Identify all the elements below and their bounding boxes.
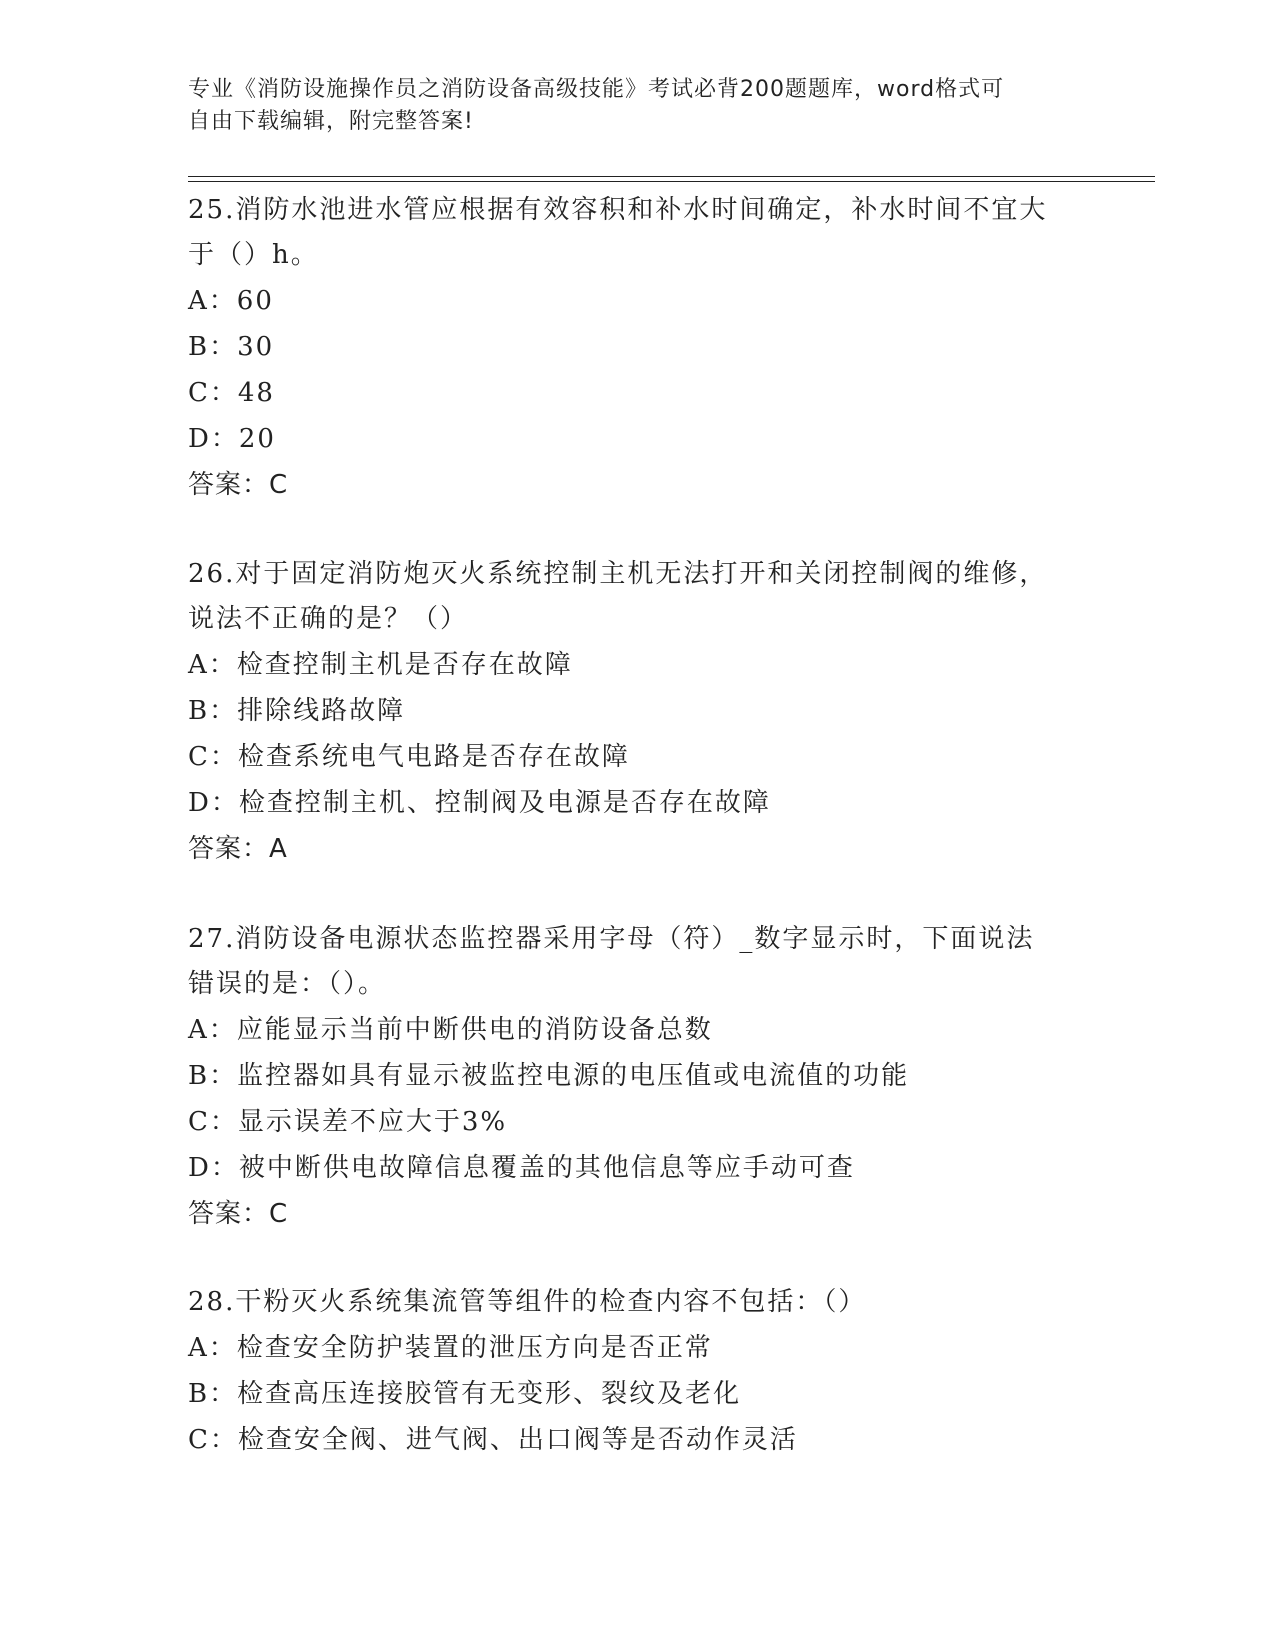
question-stem-line-1: 28.干粉灭火系统集流管等组件的检查内容不包括：（）	[188, 1287, 867, 1317]
question-stem-line-1: 26.对于固定消防炮灭火系统控制主机无法打开和关闭控制阀的维修，	[188, 559, 1048, 589]
answer: 答案：C	[188, 470, 289, 500]
question-stem-line-2: 错误的是：（）。	[188, 969, 387, 999]
question-stem-line-1: 27.消防设备电源状态监控器采用字母（符）_数字显示时，下面说法	[188, 924, 1035, 954]
question-26	[188, 552, 1088, 872]
option-b: B：30	[188, 332, 275, 362]
question-stem	[188, 188, 1088, 278]
option-d: D：检查控制主机、控制阀及电源是否存在故障	[188, 788, 771, 818]
question-stem-line-1: 25.消防水池进水管应根据有效容积和补水时间确定，补水时间不宜大	[188, 195, 1048, 225]
header-line-2: 自由下载编辑，附完整答案!	[188, 109, 474, 134]
question-stem	[188, 552, 1088, 642]
question-28	[188, 1280, 1088, 1463]
header-line-1: 专业《消防设施操作员之消防设备高级技能》考试必背200题题库，word格式可	[188, 77, 1005, 102]
option-b: B：检查高压连接胶管有无变形、裂纹及老化	[188, 1379, 742, 1409]
answer: 答案：C	[188, 1199, 289, 1229]
option-b: B：监控器如具有显示被监控电源的电压值或电流值的功能	[188, 1061, 910, 1091]
option-c: C：检查系统电气电路是否存在故障	[188, 742, 630, 772]
option-b: B：排除线路故障	[188, 696, 406, 726]
question-25	[188, 188, 1088, 508]
option-a: A：检查控制主机是否存在故障	[188, 650, 573, 680]
question-27	[188, 917, 1088, 1237]
document-header	[188, 74, 1088, 138]
option-c: C：48	[188, 378, 275, 408]
question-stem-line-2: 于（）h。	[188, 240, 319, 270]
option-d: D：被中断供电故障信息覆盖的其他信息等应手动可查	[188, 1153, 855, 1183]
header-rule-top	[188, 176, 1155, 177]
option-d: D：20	[188, 424, 276, 454]
option-c: C：检查安全阀、进气阀、出口阀等是否动作灵活	[188, 1425, 798, 1455]
option-c: C：显示误差不应大于3%	[188, 1107, 508, 1137]
header-rule-bottom	[188, 181, 1155, 182]
question-stem	[188, 1280, 1088, 1325]
question-stem-line-2: 说法不正确的是？（）	[188, 604, 469, 634]
option-a: A：应能显示当前中断供电的消防设备总数	[188, 1015, 713, 1045]
option-a: A：检查安全防护装置的泄压方向是否正常	[188, 1333, 713, 1363]
answer: 答案：A	[188, 834, 288, 864]
question-stem	[188, 917, 1088, 1007]
option-a: A：60	[188, 286, 274, 316]
